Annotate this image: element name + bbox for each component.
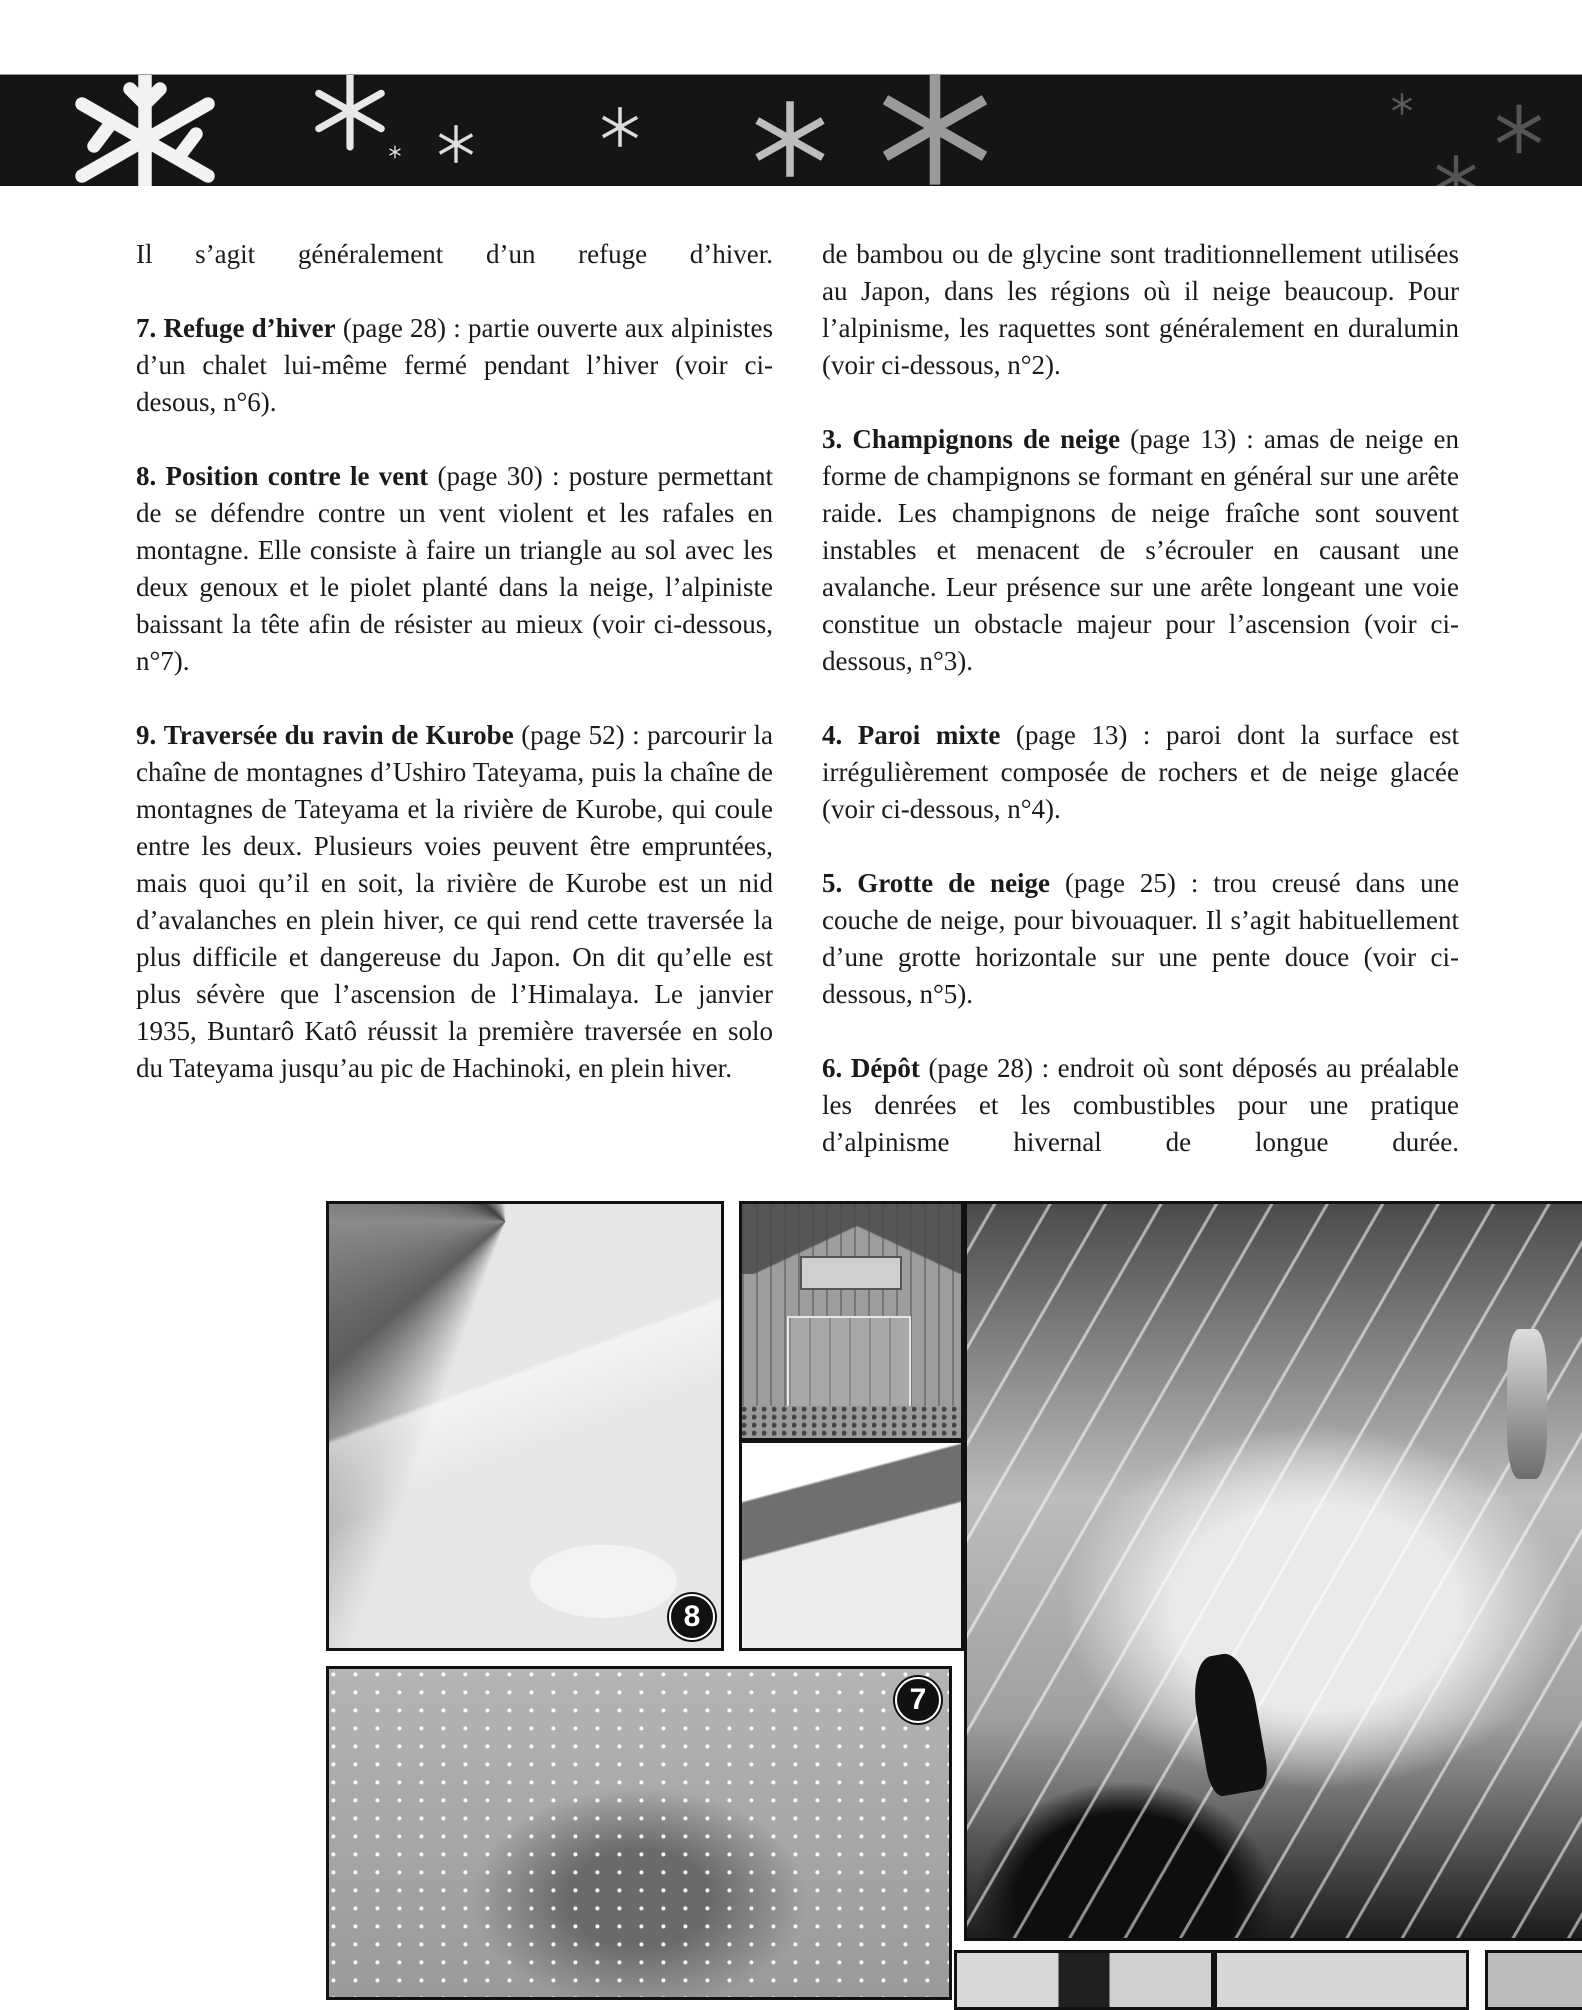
entry-text: : endroit où sont déposés au préalable les denrées et les combustibles pour une pratique d’alpinisme hivernal de longue durée. <box>822 1053 1460 1157</box>
glossary-entry-8 <box>136 458 773 680</box>
entry-number: 5. <box>822 868 843 898</box>
panel-number-badge: 7 <box>895 1677 941 1723</box>
snowflake-icon <box>40 74 250 186</box>
entry-title: Refuge d’hiver <box>163 313 336 343</box>
entry-title: Grotte de neige <box>857 868 1051 898</box>
panel-number-badge: 8 <box>669 1594 715 1640</box>
entry-text: : posture permettant de se défendre contre un vent violent et les rafales en montagne. Elle consiste à faire un triangle au sol avec les deux genoux et le piolet planté dans la neige, l’alpiniste baissant la tête afin de résister au mieux (voir ci-dessous, n°7). <box>136 461 773 676</box>
entry-page: (page 52) <box>521 720 625 750</box>
glossary-entry-7 <box>136 310 773 421</box>
entry-number: 9. <box>136 720 157 750</box>
entry-text: : parcourir la chaîne de montagnes d’Ushiro Tateyama, puis la chaîne de montagnes de Tateyama et la rivière de Kurobe, qui coule entre les deux. Plusieurs voies peuvent être empruntées, mais quoi qu’il en soit, la rivière de Kurobe est un nid d’avalanches en plein hiver, ce qui rend cette traversée la plus difficile et dangereuse du Japon. On dit qu’elle est plus sévère que l’ascension de l’Himalaya. Le janvier 1935, Buntarô Katô réussit la première traversée en solo du Tateyama jusqu’au pic de Hachinoki, en plein hiver. <box>136 720 774 1083</box>
manga-panel-mountain <box>326 1201 724 1651</box>
entry-number: 3. <box>822 424 843 454</box>
entry-text: : partie ouverte aux alpinistes d’un chalet lui-même fermé pendant l’hiver (voir ci-desous, n°6). <box>136 313 774 417</box>
snowflake-icon <box>1390 91 1414 117</box>
glossary-entry-5 <box>822 865 1459 1013</box>
entry-text: : paroi dont la surface est irrégulièrement composée de rochers et de neige glacée (voir ci-dessous, n°4). <box>822 720 1460 824</box>
glossary-entry-9 <box>136 717 773 1087</box>
entry-title: Position contre le vent <box>165 461 429 491</box>
entry-title: Paroi mixte <box>857 720 1001 750</box>
snowflake-banner <box>0 74 1582 186</box>
entry-text: : amas de neige en forme de champignons se formant en général sur une arête raide. Les champignons de neige fraîche sont souvent instables et menacent de s’écrouler en causant une avalanche. Leur présence sur une arête longeant une voie constitue un obstacle majeur pour l’ascension (voir ci-dessous, n°3). <box>822 424 1460 676</box>
snowflake-icon <box>388 145 402 159</box>
entry-number: 6. <box>822 1053 843 1083</box>
entry-title: Dépôt <box>850 1053 920 1083</box>
glossary-entry-3 <box>822 421 1459 680</box>
manga-panel-bottom <box>1485 1950 1582 2010</box>
entry-number: 7. <box>136 313 157 343</box>
manga-panel-bottom <box>954 1950 1214 2010</box>
entry-number: 8. <box>136 461 157 491</box>
continuation-text: de bambou ou de glycine sont traditionnellement utilisées au Japon, dans les régions où il neige beaucoup. Pour l’alpinisme, les raquettes sont généralement en duralumin (voir ci-dessous, n°2). <box>822 239 1459 380</box>
manga-panel-wind-posture <box>326 1666 952 2000</box>
hut-ground <box>742 1406 961 1438</box>
entry-page: (page 13) <box>1130 424 1237 454</box>
glossary-left-column <box>136 236 773 1087</box>
glossary-right-column <box>822 236 1459 1161</box>
entry-text: : trou creusé dans une couche de neige, pour bivouaquer. Il s’agit habituellement d’une grotte horizontale sur une pente douce (voir ci-dessous, n°5). <box>822 868 1460 1009</box>
snowflake-icon <box>748 97 832 181</box>
snowflake-icon <box>1492 101 1546 157</box>
snowflake-icon <box>870 74 1000 186</box>
entry-title: Traversée du ravin de Kurobe <box>163 720 514 750</box>
manga-panel-bottom <box>1214 1950 1469 2010</box>
climber-figure <box>1187 1650 1270 1798</box>
entry-page: (page 13) <box>1015 720 1128 750</box>
entry-page: (page 28) <box>342 313 447 343</box>
climber-figure <box>1507 1329 1547 1479</box>
hut-sign <box>800 1256 902 1290</box>
entry-page: (page 28) <box>928 1053 1033 1083</box>
snowflake-icon <box>310 74 390 151</box>
hut-door <box>787 1316 911 1420</box>
entry-page: (page 30) <box>437 461 543 491</box>
glossary-entry-6 <box>822 1050 1459 1161</box>
entry-page: (page 25) <box>1065 868 1176 898</box>
snowflake-icon <box>435 123 477 165</box>
entry-title: Champignons de neige <box>852 424 1121 454</box>
glossary-entry-4 <box>822 717 1459 828</box>
manga-panel-buried-hut <box>739 1440 964 1651</box>
snowflake-icon <box>598 105 642 149</box>
manga-panel-blizzard <box>964 1201 1582 1941</box>
manga-panel-winter-hut <box>739 1201 964 1441</box>
snowflake-icon <box>1432 153 1480 186</box>
entry-number: 4. <box>822 720 843 750</box>
continuation-text: Il s’agit généralement d’un refuge d’hiver. <box>136 239 773 269</box>
